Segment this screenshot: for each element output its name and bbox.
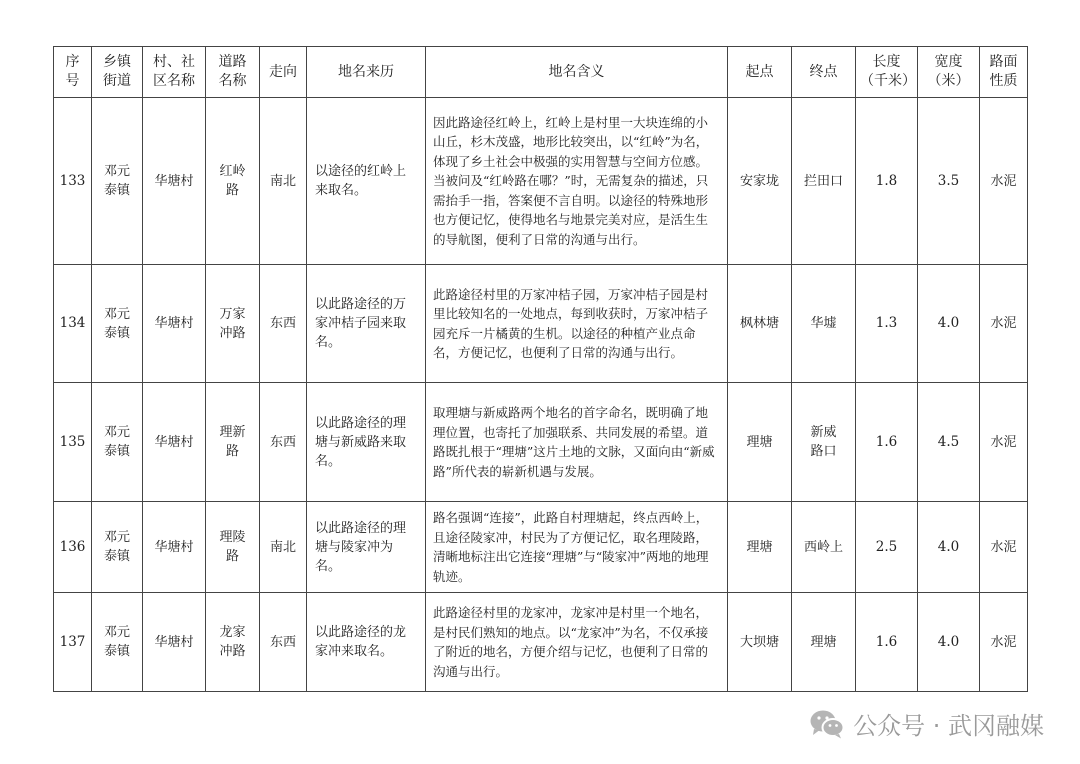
header-width: 宽度 （米）: [918, 47, 980, 98]
row-origin: 以此路途径的理塘与新威路来取名。: [307, 383, 426, 502]
watermark-text: 公众号 · 武冈融媒: [853, 712, 1044, 740]
header-road: 道路 名称: [206, 47, 260, 98]
row-road-name: 红岭 路: [206, 98, 260, 265]
row-direction: 南北: [260, 502, 307, 593]
row-direction: 东西: [260, 593, 307, 692]
row-origin: 以此路途径的理塘与陵家冲为名。: [307, 502, 426, 593]
row-surface: 水泥: [980, 593, 1028, 692]
table-row: [54, 98, 1028, 265]
table-row: [54, 502, 1028, 593]
row-width: 4.5: [918, 383, 980, 502]
row-end: 新威 路口: [792, 383, 856, 502]
row-start: 枫林塘: [728, 265, 792, 383]
row-town: 邓元 泰镇: [92, 502, 143, 593]
table-row: [54, 383, 1028, 502]
row-length: 1.6: [856, 383, 918, 502]
row-town: 邓元 泰镇: [92, 383, 143, 502]
watermark: [809, 706, 1044, 741]
row-number: 135: [54, 383, 92, 502]
row-width: 4.0: [918, 593, 980, 692]
row-road-name: 理陵 路: [206, 502, 260, 593]
header-town: 乡镇 街道: [92, 47, 143, 98]
row-direction: 东西: [260, 383, 307, 502]
row-village: 华塘村: [143, 593, 206, 692]
row-village: 华塘村: [143, 98, 206, 265]
row-origin: 以此路途径的龙家冲来取名。: [307, 593, 426, 692]
header-origin: 地名来历: [307, 47, 426, 98]
header-meaning: 地名含义: [426, 47, 728, 98]
row-end: 理塘: [792, 593, 856, 692]
row-meaning: 此路途径村里的龙家冲，龙家冲是村里一个地名，是村民们熟知的地点。以“龙家冲”为名，不仅承接了附近的地名，方便介绍与记忆，也便利了日常的沟通与出行。: [426, 593, 728, 692]
row-length: 1.3: [856, 265, 918, 383]
row-direction: 东西: [260, 265, 307, 383]
row-length: 1.6: [856, 593, 918, 692]
row-length: 1.8: [856, 98, 918, 265]
row-village: 华塘村: [143, 265, 206, 383]
header-row: [54, 47, 1028, 98]
row-end: 西岭上: [792, 502, 856, 593]
header-end: 终点: [792, 47, 856, 98]
row-number: 136: [54, 502, 92, 593]
row-start: 安家垅: [728, 98, 792, 265]
row-village: 华塘村: [143, 502, 206, 593]
row-width: 3.5: [918, 98, 980, 265]
row-number: 133: [54, 98, 92, 265]
row-number: 134: [54, 265, 92, 383]
row-width: 4.0: [918, 265, 980, 383]
header-direction: 走向: [260, 47, 307, 98]
row-town: 邓元 泰镇: [92, 265, 143, 383]
row-town: 邓元 泰镇: [92, 98, 143, 265]
table-row: [54, 593, 1028, 692]
row-start: 理塘: [728, 383, 792, 502]
row-number: 137: [54, 593, 92, 692]
row-surface: 水泥: [980, 502, 1028, 593]
row-meaning: 因此路途径红岭上，红岭上是村里一大块连绵的小山丘，杉木茂盛，地形比较突出，以“红岭”为名，体现了乡土社会中极强的实用智慧与空间方位感。当被问及“红岭路在哪？”时，无需复杂的描述，只需抬手一指，答案便不言自明。以途径的特殊地形也方便记忆，使得地名与地景完美对应，是活生生的导航图，便利了日常的沟通与出行。: [426, 98, 728, 265]
row-origin: 以途径的红岭上来取名。: [307, 98, 426, 265]
wechat-icon: [809, 709, 845, 739]
row-road-name: 万家 冲路: [206, 265, 260, 383]
row-road-name: 理新 路: [206, 383, 260, 502]
header-village: 村、社 区名称: [143, 47, 206, 98]
row-width: 4.0: [918, 502, 980, 593]
row-start: 大坝塘: [728, 593, 792, 692]
row-meaning: 此路途径村里的万家冲桔子园，万家冲桔子园是村里比较知名的一处地点，每到收获时，万家冲桔子园充斥一片橘黄的生机。以途径的种植产业点命名，方便记忆，也便利了日常的沟通与出行。: [426, 265, 728, 383]
header-no: 序 号: [54, 47, 92, 98]
header-start: 起点: [728, 47, 792, 98]
row-surface: 水泥: [980, 383, 1028, 502]
row-meaning: 取理塘与新威路两个地名的首字命名，既明确了地理位置，也寄托了加强联系、共同发展的希望。道路既扎根于“理塘”这片土地的文脉，又面向由“新威路”所代表的崭新机遇与发展。: [426, 383, 728, 502]
row-surface: 水泥: [980, 265, 1028, 383]
header-length: 长度 （千米）: [856, 47, 918, 98]
row-direction: 南北: [260, 98, 307, 265]
row-surface: 水泥: [980, 98, 1028, 265]
row-road-name: 龙家 冲路: [206, 593, 260, 692]
row-village: 华塘村: [143, 383, 206, 502]
row-end: 拦田口: [792, 98, 856, 265]
row-length: 2.5: [856, 502, 918, 593]
row-meaning: 路名强调“连接”，此路自村理塘起，终点西岭上，且途径陵家冲，村民为了方便记忆，取名理陵路，清晰地标注出它连接“理塘”与“陵家冲”两地的地理轨迹。: [426, 502, 728, 593]
row-origin: 以此路途径的万家冲桔子园来取名。: [307, 265, 426, 383]
row-town: 邓元 泰镇: [92, 593, 143, 692]
row-end: 华墟: [792, 265, 856, 383]
road-names-table: [53, 46, 1028, 692]
header-surface: 路面 性质: [980, 47, 1028, 98]
table-row: [54, 265, 1028, 383]
row-start: 理塘: [728, 502, 792, 593]
